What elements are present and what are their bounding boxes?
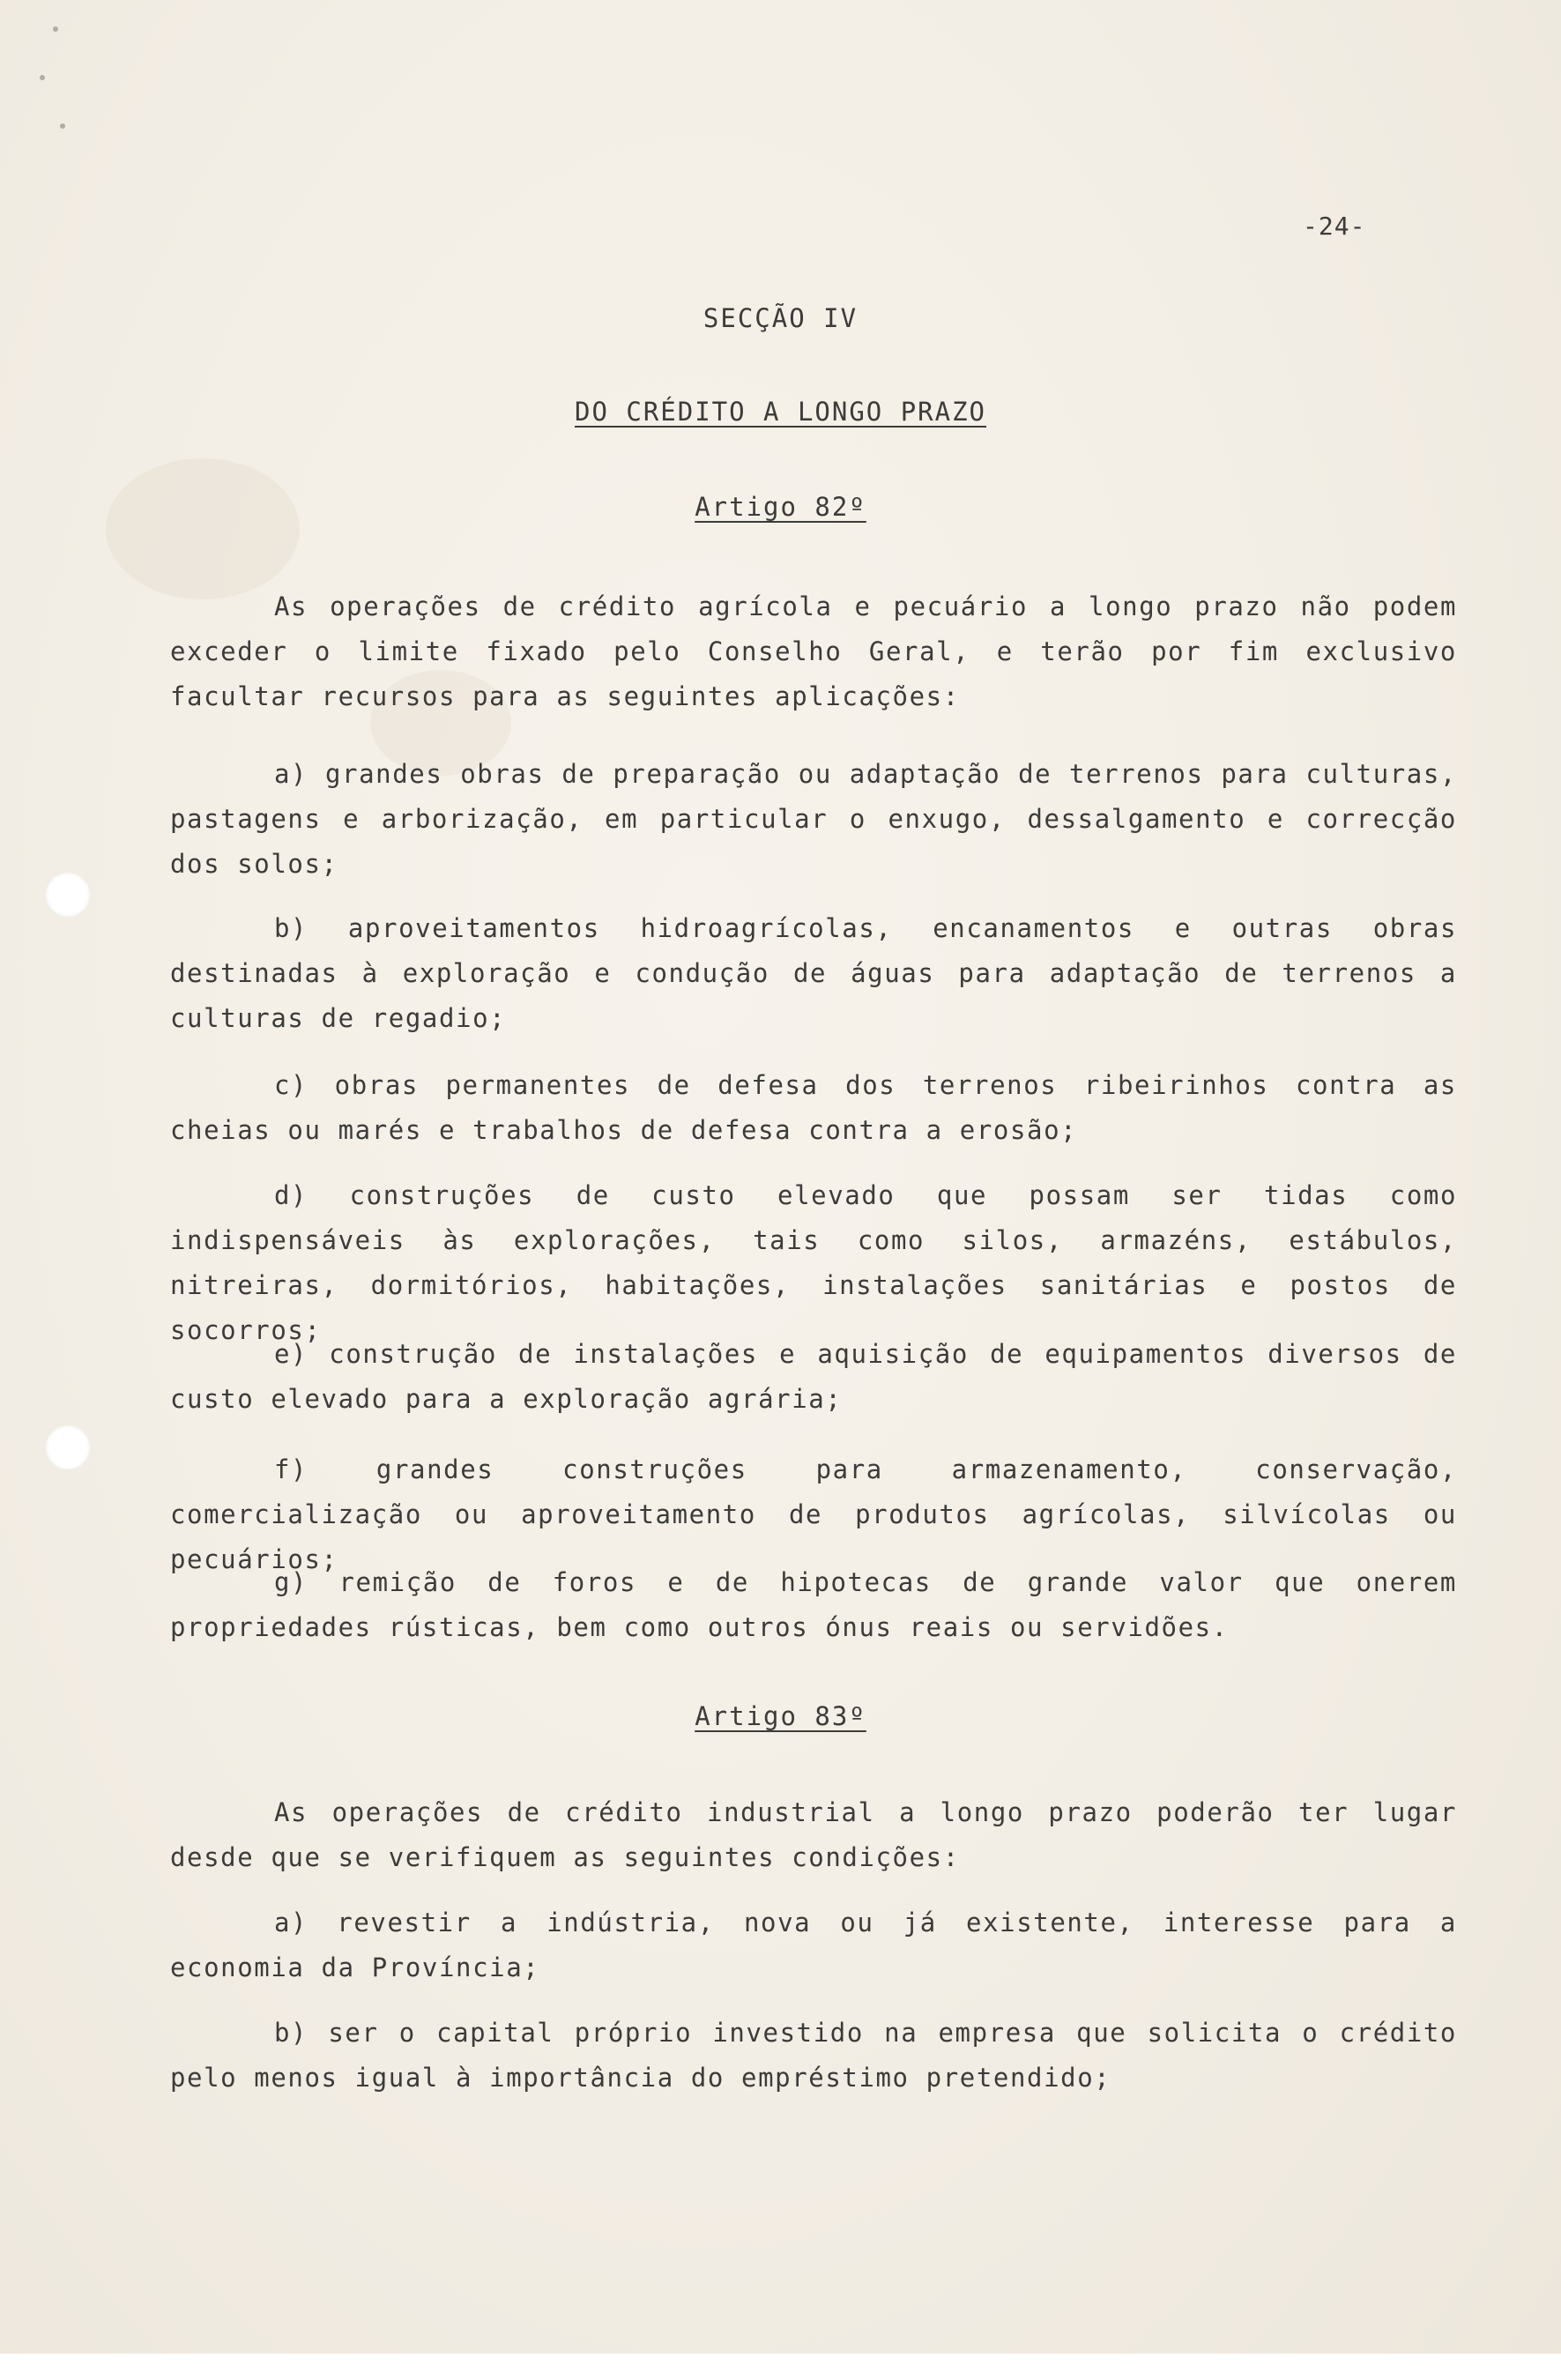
paper-speck (53, 26, 58, 32)
section-title: SECÇÃO IV (702, 303, 859, 333)
article-82-item-d: d) construções de custo elevado que possam ser tidas como indispensáveis às explorações, tais como silos, armazéns, estábulos, nitreiras, dormitórios, habitações, instalações sanitárias e postos de socorros; (170, 1180, 1457, 1345)
article-82-item-b: b) aproveitamentos hidroagrícolas, encanamentos e outras obras destinadas à exploração e condução de águas para adaptação de terrenos a culturas de regadio; (170, 913, 1457, 1033)
article-82-heading: Artigo 82º (695, 492, 866, 522)
article-83-intro: As operações de crédito industrial a longo prazo poderão ter lugar desde que se verifiquem as seguintes condições: (170, 1797, 1457, 1872)
page-number: -24- (1303, 212, 1366, 241)
article-82-item-g: g) remição de foros e de hipotecas de grande valor que onerem propriedades rústicas, bem como outros ónus reais ou servidões. (170, 1567, 1457, 1642)
paper-stain (106, 458, 300, 599)
article-83-heading: Artigo 83º (695, 1701, 866, 1731)
article-83-heading-wrap (0, 1701, 1561, 1731)
paper-speck (40, 75, 45, 80)
article-82-item-e: e) construção de instalações e aquisição de equipamentos diversos de custo elevado para a exploração agrária; (170, 1339, 1457, 1414)
paper-speck (60, 123, 65, 129)
scan-border (0, 2354, 1561, 2380)
article-83-item-a: a) revestir a indústria, nova ou já existente, interesse para a economia da Província; (170, 1908, 1457, 1982)
article-82-heading-wrap (0, 492, 1561, 522)
section-subtitle-wrap (0, 397, 1561, 427)
article-82-item-a: a) grandes obras de preparação ou adaptação de terrenos para culturas, pastagens e arborização, em particular o enxugo, dessalgamento e correcção dos solos; (170, 759, 1457, 879)
article-82-item-c: c) obras permanentes de defesa dos terrenos ribeirinhos contra as cheias ou marés e trabalhos de defesa contra a erosão; (170, 1070, 1457, 1145)
punch-hole (46, 1425, 90, 1469)
article-83-item-b: b) ser o capital próprio investido na empresa que solicita o crédito pelo menos igual à importância do empréstimo pretendido; (170, 2018, 1457, 2093)
article-82-item-f: f) grandes construções para armazenamento, conservação, comercialização ou aproveitamento de produtos agrícolas, silvícolas ou pecuários; (170, 1454, 1457, 1574)
article-82-intro: As operações de crédito agrícola e pecuário a longo prazo não podem exceder o limite fixado pelo Conselho Geral, e terão por fim exclusivo facultar recursos para as seguintes aplicações: (170, 591, 1457, 711)
punch-hole (46, 873, 90, 917)
section-subtitle: DO CRÉDITO A LONGO PRAZO (574, 397, 987, 427)
